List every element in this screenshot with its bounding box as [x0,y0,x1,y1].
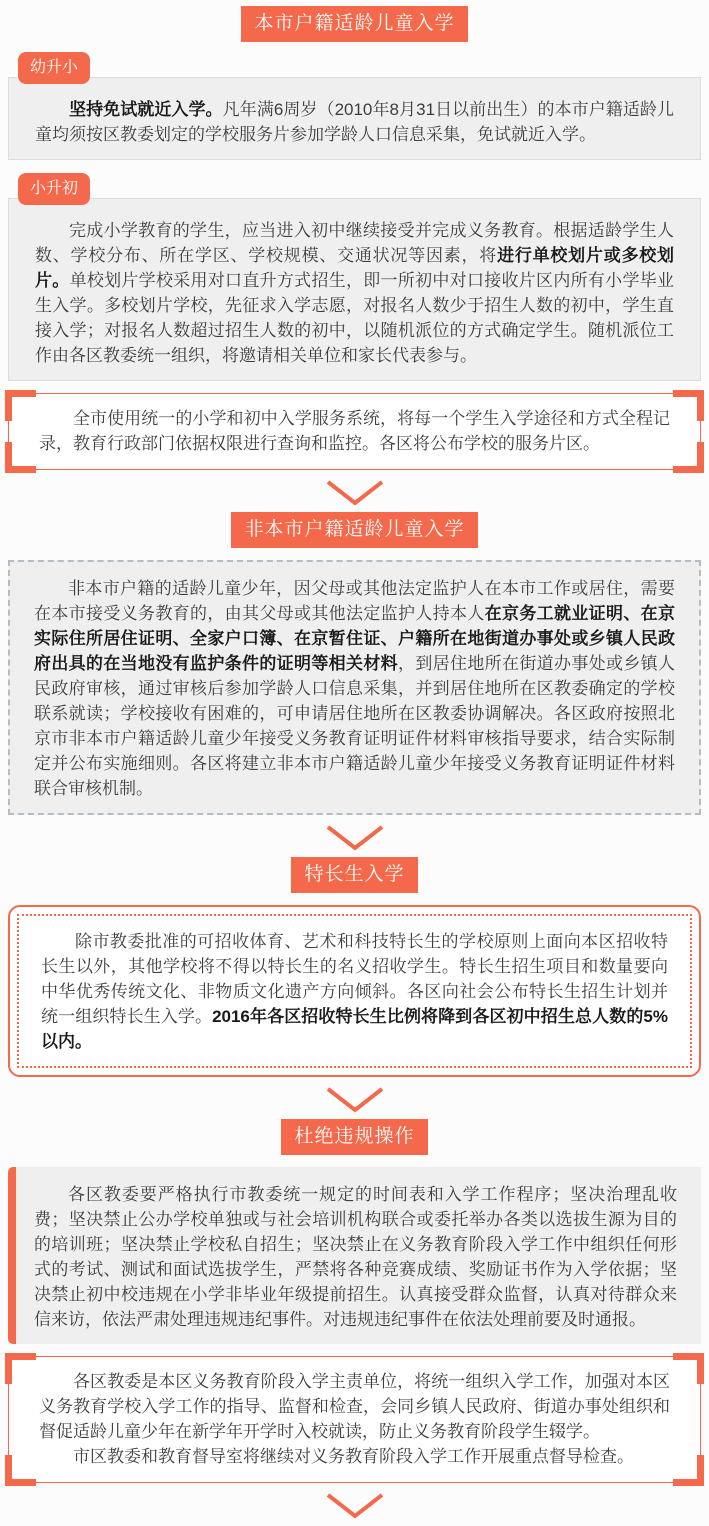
paragraph-unified-system: 全市使用统一的小学和初中入学服务系统，将每一个学生入学途径和方式全程记录，教育行政部门依据权限进行查询和监控。各区将公布学校的服务片区。 [39,409,670,453]
corner-bracket-icon [5,1455,36,1486]
section-banner-talent-students: 特长生入学 [291,857,417,893]
tag-primary-to-junior: 小升初 [18,173,90,205]
corner-bracket-icon [5,390,36,421]
chevron-down-icon [0,1085,709,1115]
corner-bracket-icon [5,442,36,473]
section-banner-no-violations: 杜绝违规操作 [281,1119,427,1155]
panel-primary-to-junior [8,198,701,381]
panel-kindergarten-to-primary [8,77,701,160]
panel-talent-outer [8,905,701,1077]
paragraph-supervision: 市区教委和教育督导室将继续对义务教育阶段入学工作开展重点督导检查。 [73,1447,634,1466]
panel-violation-rules [8,1167,701,1344]
corner-bracket-icon [673,442,704,473]
enrollment-infographic [0,6,709,1521]
chevron-down-icon [0,1491,709,1521]
paragraph-nonlocal-documents: 非本市户籍的适龄儿童少年，因父母或其他法定监护人在本市工作或居住，需要在本市接受义务教育的，由其父母或其他法定监护人持本人在京务工就业证明、在京实际住所居住证明、全家户口簿、在京暂住证、户籍所在地街道办事处或乡镇人民政府出具的在当地没有监护条件的证明等相关材料，到居住地所在街道办事处或乡镇人民政府审核，通过审核后参加学龄人口信息采集，并到居住地所在区教委确定的学校联系就读；学校接收有困难的，可申请居住地所在区教委协调解决。各区政府按照北京市非本市户籍适龄儿童少年接受义务教育证明证件材料审核指导要求，结合实际制定并公布实施细则。各区将建立非本市户籍适龄儿童少年接受义务教育证明证件材料联合审核机制。 [34,579,676,798]
tag-kindergarten-to-primary: 幼升小 [18,52,90,84]
chevron-down-icon [0,478,709,508]
paragraph-district-zoning: 完成小学教育的学生，应当进入初中继续接受并完成义务教育。根据适龄学生人数、学校分布、所在学区、学校规模、交通状况等因素，将进行单校划片或多校划片。单校划片学校采用对口直升方式招生，即一所初中对口接收片区内所有小学毕业生入学。多校划片学校，先征求入学志愿，对报名人数少于招生人数的初中，学生直接入学；对报名人数超过招生人数的初中，以随机派位的方式确定学生。随机派位工作由各区教委统一组织，将邀请相关单位和家长代表参与。 [35,221,675,365]
panel-talent-inner [17,914,692,1068]
paragraph-talent-policy: 除市教委批准的可招收体育、艺术和科技特长生的学校原则上面向本区招收特长生以外，其他学校将不得以特长生的名义招收学生。特长生招生项目和数量要向中华优秀传统文化、非物质文化遗产方向倾斜。各区向社会公布特长生招生计划并统一组织特长生入学。2016年各区招收特长生比例将降到各区初中招生总人数的5%以内。 [41,932,668,1051]
corner-bracket-icon [673,1455,704,1486]
section-banner-nonlocal-children: 非本市户籍适龄儿童入学 [231,512,477,548]
corner-bracket-icon [5,1353,36,1384]
paragraph-free-nearby-enrollment: 坚持免试就近入学。凡年满6周岁（2010年8月31日以前出生）的本市户籍适龄儿童均须按区教委划定的学校服务片参加学龄人口信息采集，免试就近入学。 [35,100,674,144]
highlight-box-responsibility [8,1356,701,1483]
paragraph-violation-rules: 各区教委要严格执行市教委统一规定的时间表和入学工作程序；坚决治理乱收费；坚决禁止公办学校单独或与社会培训机构联合或委托举办各类以选拔生源为目的的培训班；坚决禁止学校私自招生；坚决禁止在义务教育阶段入学工作中组织任何形式的考试、测试和面试选拔学生，严禁将各种竞赛成绩、奖励证书作为入学依据；坚决禁止初中校违规在小学非毕业年级提前招生。认真接受群众监督，认真对待群众来信来访，依法严肃处理违规违纪事件。对违规违纪事件在依法处理前要及时通报。 [34,1185,677,1329]
corner-bracket-icon [673,1353,704,1384]
corner-bracket-icon [673,390,704,421]
highlight-box-enrollment-system [8,393,701,470]
paragraph-district-responsibility: 各区教委是本区义务教育阶段入学主责单位，将统一组织入学工作，加强对本区义务教育学校入学工作的指导、监督和检查，会同乡镇人民政府、街道办事处组织和督促适龄儿童少年在新学年开学时入校就读，防止义务教育阶段学生辍学。 [39,1372,670,1441]
chevron-down-icon [0,823,709,853]
panel-nonlocal-requirements [8,560,701,815]
section-banner-local-children: 本市户籍适龄儿童入学 [241,6,467,42]
